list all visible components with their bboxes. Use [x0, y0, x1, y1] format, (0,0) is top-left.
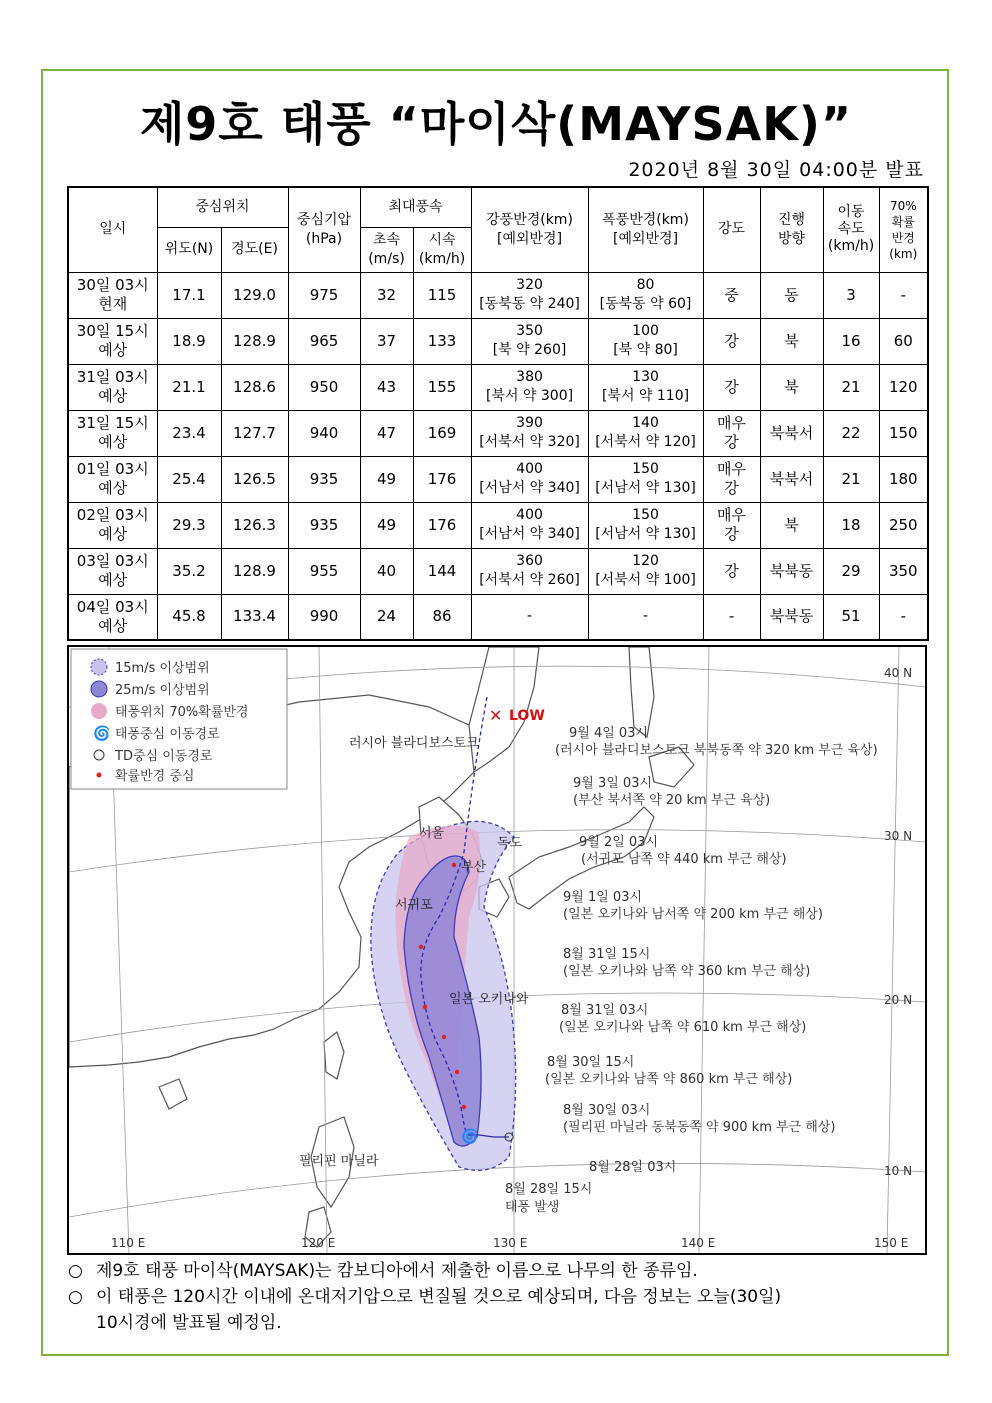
- table-cell-lat: 25.4: [157, 456, 221, 502]
- place-seoul: 서울: [419, 826, 445, 841]
- table-cell-lat: 21.1: [157, 364, 221, 410]
- table-cell-int: -: [703, 594, 760, 640]
- hainan: [159, 1079, 187, 1109]
- table-cell-r15: 380 [북서 약 300]: [471, 364, 588, 410]
- place-low: LOW: [509, 708, 545, 724]
- table-cell-spd: 16: [823, 318, 879, 364]
- table-cell-time: 30일 03시 현재: [68, 272, 157, 318]
- place-seogwipo: 서귀포: [395, 898, 433, 913]
- table-cell-p: 935: [288, 456, 360, 502]
- table-cell-dir: 북북동: [760, 594, 823, 640]
- header-lat: 위도(N): [157, 227, 221, 272]
- legend-item: 확률반경 중심: [115, 769, 195, 784]
- lon-label: 120 E: [301, 1236, 336, 1250]
- svg-text:🌀: 🌀: [93, 726, 111, 742]
- annot-time: 8월 30일 15시: [547, 1055, 635, 1070]
- table-cell-p: 990: [288, 594, 360, 640]
- note-1: [68, 1258, 928, 1284]
- table-cell-prob: 180: [879, 456, 928, 502]
- table-cell-r25: 130 [북서 약 110]: [588, 364, 703, 410]
- table-cell-lat: 17.1: [157, 272, 221, 318]
- note-2-cont: 10시경에 발표될 예정임.: [96, 1313, 282, 1333]
- issue-time: 2020년 8월 30일 04:00분 발표: [628, 159, 924, 181]
- table-cell-time: 01일 03시 예상: [68, 456, 157, 502]
- header-speed: 이동 속도 (km/h): [823, 187, 879, 272]
- table-cell-spd: 51: [823, 594, 879, 640]
- table-cell-p: 940: [288, 410, 360, 456]
- table-cell-dir: 북: [760, 318, 823, 364]
- annot-desc: (일본 오키나와 남쪽 약 360 km 부근 해상): [563, 964, 811, 979]
- table-row: [68, 548, 928, 594]
- note-text: 제9호 태풍 마이삭(MAYSAK)는 캄보디아에서 제출한 이름으로 나무의 한 종류임.: [96, 1261, 698, 1281]
- legend-item: 태풍중심 이동경로: [115, 727, 220, 742]
- typhoon-symbol: 🌀: [461, 1129, 479, 1145]
- table-cell-time: 31일 15시 예상: [68, 410, 157, 456]
- table-cell-ms: 32: [360, 272, 413, 318]
- table-cell-lat: 35.2: [157, 548, 221, 594]
- table-cell-prob: 150: [879, 410, 928, 456]
- table-cell-r15: 400 [서남서 약 340]: [471, 456, 588, 502]
- table-cell-time: 31일 03시 예상: [68, 364, 157, 410]
- lat-label: 20 N: [884, 993, 913, 1007]
- annot-desc: (일본 오키나와 남쪽 약 860 km 부근 해상): [545, 1072, 793, 1087]
- table-cell-spd: 21: [823, 364, 879, 410]
- table-cell-r15: 350 [북 약 260]: [471, 318, 588, 364]
- table-cell-ms: 40: [360, 548, 413, 594]
- lat-label: 10 N: [884, 1164, 913, 1178]
- table-cell-kmh: 169: [413, 410, 471, 456]
- annot-start2b: 태풍 발생: [505, 1200, 560, 1215]
- notes: [68, 1258, 928, 1336]
- lon-label: 110 E: [111, 1236, 146, 1250]
- table-cell-dir: 북북서: [760, 410, 823, 456]
- annot-desc: (필리핀 마닐라 동북동쪽 약 900 km 부근 해상): [563, 1120, 836, 1135]
- place-okinawa: 일본 오키나와: [449, 992, 529, 1007]
- table-cell-r25: -: [588, 594, 703, 640]
- table-cell-kmh: 86: [413, 594, 471, 640]
- table-cell-kmh: 133: [413, 318, 471, 364]
- table-cell-lon: 127.7: [221, 410, 288, 456]
- table-cell-lon: 126.5: [221, 456, 288, 502]
- table-cell-lon: 126.3: [221, 502, 288, 548]
- table-cell-int: 강: [703, 364, 760, 410]
- header-center: 중심위치: [157, 187, 288, 227]
- table-cell-kmh: 155: [413, 364, 471, 410]
- annot-time: 9월 2일 03시: [579, 835, 659, 850]
- table-cell-ms: 47: [360, 410, 413, 456]
- table-cell-r15: 390 [서북서 약 320]: [471, 410, 588, 456]
- table-cell-int: 중: [703, 272, 760, 318]
- table-cell-ms: 49: [360, 456, 413, 502]
- table-cell-lon: 133.4: [221, 594, 288, 640]
- note-bullet: ○: [68, 1261, 83, 1281]
- table-cell-int: 매우 강: [703, 456, 760, 502]
- map-svg: [69, 647, 925, 1253]
- table-cell-time: 04일 03시 예상: [68, 594, 157, 640]
- table-cell-lon: 128.9: [221, 318, 288, 364]
- page-title: 제9호 태풍 “마이삭(MAYSAK)”: [139, 97, 853, 151]
- table-cell-p: 955: [288, 548, 360, 594]
- place-vladivostok: 러시아 블라디보스토크: [349, 736, 479, 751]
- table-cell-time: 02일 03시 예상: [68, 502, 157, 548]
- legend-item: 15m/s 이상범위: [115, 661, 210, 676]
- table-cell-lat: 45.8: [157, 594, 221, 640]
- note-bullet: ○: [68, 1287, 83, 1307]
- place-manila: 필리핀 마닐라: [299, 1154, 379, 1169]
- legend-item: TD중심 이동경로: [115, 749, 213, 764]
- lon-label: 140 E: [681, 1236, 716, 1250]
- table-cell-r25: 150 [서남서 약 130]: [588, 456, 703, 502]
- note-2: [68, 1284, 928, 1310]
- table-cell-int: 매우 강: [703, 410, 760, 456]
- table-cell-lat: 29.3: [157, 502, 221, 548]
- table-cell-spd: 18: [823, 502, 879, 548]
- place-busan: 부산: [461, 860, 487, 875]
- annot-desc: (서귀포 남쪽 약 440 km 부근 해상): [581, 852, 787, 867]
- lat-label: 40 N: [884, 666, 913, 680]
- table-cell-dir: 북: [760, 502, 823, 548]
- annot-desc: (일본 오키나와 남서쪽 약 200 km 부근 해상): [563, 907, 823, 922]
- table-cell-r15: 360 [서북서 약 260]: [471, 548, 588, 594]
- table-cell-prob: 350: [879, 548, 928, 594]
- table-cell-int: 매우 강: [703, 502, 760, 548]
- table-row: [68, 502, 928, 548]
- annot-start2a: 8월 28일 15시: [505, 1182, 593, 1197]
- header-intensity: 강도: [703, 187, 760, 272]
- place-dokdo: 독도: [497, 836, 523, 851]
- table-cell-p: 935: [288, 502, 360, 548]
- annot-desc: (일본 오키나와 남쪽 약 610 km 부근 해상): [559, 1020, 807, 1035]
- annot-time: 9월 1일 03시: [563, 890, 643, 905]
- table-row: [68, 364, 928, 410]
- annot-start1: 8월 28일 03시: [589, 1160, 677, 1175]
- forecast-table: [67, 186, 929, 641]
- table-cell-p: 965: [288, 318, 360, 364]
- lon-label: 130 E: [493, 1236, 528, 1250]
- table-cell-r15: 320 [동북동 약 240]: [471, 272, 588, 318]
- header-lon: 경도(E): [221, 227, 288, 272]
- table-row: [68, 272, 928, 318]
- table-cell-int: 강: [703, 318, 760, 364]
- table-cell-spd: 3: [823, 272, 879, 318]
- table-cell-lon: 128.9: [221, 548, 288, 594]
- header-storm-radius: 폭풍반경(km) [예외반경]: [588, 187, 703, 272]
- lat-label: 30 N: [884, 829, 913, 843]
- table-cell-kmh: 176: [413, 502, 471, 548]
- table-cell-p: 950: [288, 364, 360, 410]
- note-text: 이 태풍은 120시간 이내에 온대저기압으로 변질될 것으로 예상되며, 다음 정보는 오늘(30일): [96, 1287, 782, 1307]
- sakhalin: [629, 647, 654, 737]
- header-time: 일시: [68, 187, 157, 272]
- table-cell-prob: -: [879, 594, 928, 640]
- lon-label: 150 E: [874, 1236, 909, 1250]
- header-prob: 70% 확률 반경 (km): [879, 187, 928, 272]
- legend: [71, 649, 287, 789]
- legend-item: 25m/s 이상범위: [115, 683, 210, 698]
- annot-time: 8월 31일 15시: [563, 947, 651, 962]
- annot-time: 9월 4일 03시: [569, 726, 649, 741]
- header-kmh: 시속 (km/h): [413, 227, 471, 272]
- table-row: [68, 410, 928, 456]
- low-marker: ✕: [489, 706, 503, 725]
- annot-desc: (러시아 블라디보스토크 북북동쪽 약 320 km 부근 육상): [555, 743, 878, 758]
- table-cell-ms: 37: [360, 318, 413, 364]
- header-pressure: 중심기압 (hPa): [288, 187, 360, 272]
- table-cell-dir: 북: [760, 364, 823, 410]
- table-cell-prob: 250: [879, 502, 928, 548]
- table-cell-lon: 128.6: [221, 364, 288, 410]
- table-cell-r15: -: [471, 594, 588, 640]
- header-strong-radius: 강풍반경(km) [예외반경]: [471, 187, 588, 272]
- table-cell-spd: 29: [823, 548, 879, 594]
- table-cell-ms: 49: [360, 502, 413, 548]
- table-cell-spd: 22: [823, 410, 879, 456]
- table-cell-r25: 150 [서남서 약 130]: [588, 502, 703, 548]
- annot-desc: (부산 북서쪽 약 20 km 부근 육상): [573, 793, 771, 808]
- table-row: [68, 456, 928, 502]
- table-cell-r25: 100 [북 약 80]: [588, 318, 703, 364]
- table-cell-prob: 60: [879, 318, 928, 364]
- table-cell-prob: -: [879, 272, 928, 318]
- header-ms: 초속 (m/s): [360, 227, 413, 272]
- table-cell-lon: 129.0: [221, 272, 288, 318]
- annot-time: 9월 3일 03시: [573, 776, 653, 791]
- legend-item: 태풍위치 70%확률반경: [115, 705, 249, 720]
- table-cell-prob: 120: [879, 364, 928, 410]
- table-cell-lat: 23.4: [157, 410, 221, 456]
- annot-time: 8월 31일 03시: [561, 1003, 649, 1018]
- table-cell-kmh: 144: [413, 548, 471, 594]
- annot-time: 8월 30일 03시: [563, 1103, 651, 1118]
- header-maxwind: 최대풍속: [360, 187, 471, 227]
- table-cell-kmh: 115: [413, 272, 471, 318]
- table-cell-spd: 21: [823, 456, 879, 502]
- table-cell-time: 03일 03시 예상: [68, 548, 157, 594]
- table-cell-int: 강: [703, 548, 760, 594]
- table-cell-lat: 18.9: [157, 318, 221, 364]
- table-cell-dir: 북북서: [760, 456, 823, 502]
- table-cell-r25: 140 [서북서 약 120]: [588, 410, 703, 456]
- table-row: [68, 594, 928, 640]
- taiwan: [324, 1032, 344, 1079]
- table-cell-time: 30일 15시 예상: [68, 318, 157, 364]
- table-cell-r25: 80 [동북동 약 60]: [588, 272, 703, 318]
- table-cell-dir: 북북동: [760, 548, 823, 594]
- forecast-map: [67, 645, 927, 1255]
- table-cell-p: 975: [288, 272, 360, 318]
- header-direction: 진행 방향: [760, 187, 823, 272]
- table-cell-kmh: 176: [413, 456, 471, 502]
- table-cell-ms: 43: [360, 364, 413, 410]
- table-cell-r15: 400 [서남서 약 340]: [471, 502, 588, 548]
- table-cell-ms: 24: [360, 594, 413, 640]
- table-cell-dir: 동: [760, 272, 823, 318]
- table-row: [68, 318, 928, 364]
- table-cell-r25: 120 [서북서 약 100]: [588, 548, 703, 594]
